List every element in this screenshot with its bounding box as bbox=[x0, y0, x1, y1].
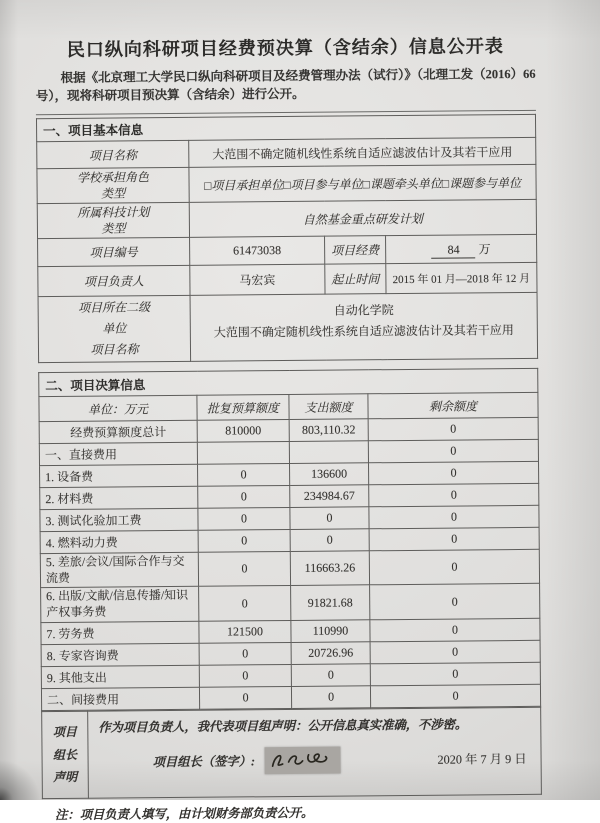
cell-spent: 803,110.32 bbox=[289, 419, 368, 442]
cell-budget: 0 bbox=[199, 642, 291, 665]
cell-budget: 810000 bbox=[197, 420, 289, 443]
intro-paragraph: 根据《北京理工大学民口纵向科研项目及经费管理办法（试行）》（北理工发（2016）66 号），现将科研项目预决算（含结余）进行公开。 bbox=[35, 66, 536, 104]
secondary-unit-name: 自动化学院 bbox=[333, 303, 394, 318]
cell-remain: 0 bbox=[369, 550, 539, 586]
cell-remain: 0 bbox=[368, 440, 538, 463]
row-label: 3. 测试化验加工费 bbox=[40, 509, 198, 532]
row-label: 1. 设备费 bbox=[40, 465, 198, 488]
row-label: 6. 出版/文献/信息传播/知识产权事务费 bbox=[41, 587, 199, 623]
cell-budget bbox=[197, 442, 289, 465]
cell-spent: 91821.68 bbox=[291, 585, 370, 620]
page-title: 民口纵向科研项目经费预决算（含结余）信息公开表 bbox=[66, 36, 504, 60]
column-header-spent: 支出额度 bbox=[289, 394, 368, 420]
cell-budget: 0 bbox=[198, 530, 290, 553]
declaration-body bbox=[88, 707, 542, 798]
row-label: 一、直接费用 bbox=[39, 443, 197, 466]
cell-budget: 121500 bbox=[199, 620, 291, 643]
cell-remain: 0 bbox=[370, 584, 540, 620]
secondary-unit-value bbox=[190, 293, 538, 362]
cell-budget: 0 bbox=[198, 464, 290, 487]
row-label: 二、间接费用 bbox=[41, 687, 199, 710]
cell-budget: 0 bbox=[199, 586, 291, 621]
column-header-remain: 剩余额度 bbox=[368, 393, 538, 419]
cell-remain: 0 bbox=[368, 418, 538, 441]
cell-spent: 136600 bbox=[290, 463, 369, 486]
sign-label: 项目组长（签字）: bbox=[152, 754, 256, 770]
cell-budget: 0 bbox=[198, 508, 290, 531]
row-label: 8. 专家咨询费 bbox=[41, 643, 199, 666]
role-type-label bbox=[37, 168, 189, 204]
project-funds-label: 项目经费 bbox=[325, 236, 386, 265]
cell-spent: 234984.67 bbox=[290, 485, 369, 508]
secondary-unit-label-line2: 单位 bbox=[102, 321, 127, 336]
cell-spent bbox=[289, 441, 368, 464]
section1-header: 一、项目基本信息 bbox=[36, 115, 535, 142]
basic-info-table bbox=[36, 114, 538, 363]
table-row bbox=[40, 550, 539, 589]
budget-table bbox=[38, 368, 541, 711]
cell-budget: 0 bbox=[199, 664, 291, 687]
cell-spent: 0 bbox=[291, 685, 370, 708]
cell-spent: 0 bbox=[290, 529, 369, 552]
period-value: 2015 年 01 月—2018 年 12 月 bbox=[386, 263, 537, 294]
plan-type-label bbox=[37, 203, 189, 239]
secondary-unit-label bbox=[38, 296, 191, 363]
role-type-label-line2: 类型 bbox=[101, 186, 126, 201]
row-label: 4. 燃料动力费 bbox=[40, 531, 198, 554]
project-name-label: 项目名称 bbox=[37, 141, 189, 169]
cell-remain: 0 bbox=[370, 662, 540, 685]
cell-remain: 0 bbox=[369, 528, 539, 551]
table-row bbox=[41, 584, 540, 623]
signature-row bbox=[88, 744, 540, 775]
row-label: 9. 其他支出 bbox=[41, 665, 199, 688]
row-label: 经费预算额度总计 bbox=[39, 421, 197, 444]
period-label: 起止时间 bbox=[325, 264, 386, 295]
footer-note: 注：项目负责人填写，由计划财务部负责公开。 bbox=[54, 805, 314, 822]
role-type-label-line1: 学校承担角色 bbox=[76, 170, 150, 186]
plan-type-label-line1: 所属科技计划 bbox=[77, 205, 150, 221]
signature-handwriting bbox=[265, 746, 341, 774]
funds-amount: 84 bbox=[432, 242, 476, 258]
declaration-label-line3: 声明 bbox=[53, 769, 78, 784]
secondary-unit-project-name: 大范围不确定随机线性系统自适应滤波估计及其若干应用 bbox=[213, 322, 514, 340]
declaration-label-line1: 项目 bbox=[52, 725, 77, 740]
plan-type-value: 自然基金重点研发计划 bbox=[189, 200, 536, 238]
declaration-date: 2020 年 7 月 9 日 bbox=[437, 752, 527, 767]
declaration-statement: 作为项目负责人，我代表项目组声明：公开信息真实准确，不涉密。 bbox=[98, 717, 468, 735]
cell-remain: 0 bbox=[370, 684, 540, 707]
secondary-unit-label-line3: 项目名称 bbox=[90, 342, 139, 357]
section2-header: 二、项目决算信息 bbox=[39, 369, 538, 397]
project-funds-value bbox=[386, 235, 537, 264]
project-name-value: 大范围不确定随机线性系统自适应滤波估计及其若干应用 bbox=[189, 138, 536, 168]
column-header-unit: 单位：万元 bbox=[39, 396, 197, 422]
project-leader-label: 项目负责人 bbox=[38, 266, 190, 297]
cell-spent: 110990 bbox=[291, 619, 370, 642]
cell-spent: 0 bbox=[290, 507, 369, 530]
plan-type-label-line2: 类型 bbox=[101, 221, 126, 236]
row-label: 7. 劳务费 bbox=[41, 621, 199, 644]
cell-remain: 0 bbox=[369, 462, 539, 485]
cell-spent: 20726.96 bbox=[291, 641, 370, 664]
signature-icon bbox=[265, 746, 341, 774]
cell-budget: 0 bbox=[198, 552, 290, 587]
secondary-unit-label-line1: 项目所在二级 bbox=[78, 300, 151, 316]
column-header-budget: 批复预算额度 bbox=[197, 395, 289, 421]
cell-budget: 0 bbox=[199, 686, 291, 709]
project-number-label: 项目编号 bbox=[38, 238, 190, 267]
project-leader-value: 马宏宾 bbox=[190, 264, 325, 295]
row-label: 2. 材料费 bbox=[40, 487, 198, 510]
cell-remain: 0 bbox=[369, 484, 539, 507]
cell-remain: 0 bbox=[370, 618, 540, 641]
declaration-label bbox=[42, 711, 89, 798]
project-number-value: 61473038 bbox=[190, 236, 325, 265]
role-type-options: □项目承担单位□项目参与单位□课题牵头单位□课题参与单位 bbox=[189, 165, 536, 203]
funds-unit: 万 bbox=[478, 241, 491, 257]
cell-spent: 116663.26 bbox=[290, 551, 369, 586]
cell-budget: 0 bbox=[198, 486, 290, 509]
cell-remain: 0 bbox=[369, 506, 539, 529]
declaration-label-line2: 组长 bbox=[52, 747, 78, 762]
paper-content bbox=[35, 32, 542, 823]
cell-spent: 0 bbox=[291, 663, 370, 686]
declaration-table bbox=[41, 706, 542, 798]
row-label: 5. 差旅/会议/国际合作与交流费 bbox=[40, 553, 198, 589]
cell-remain: 0 bbox=[370, 640, 540, 663]
